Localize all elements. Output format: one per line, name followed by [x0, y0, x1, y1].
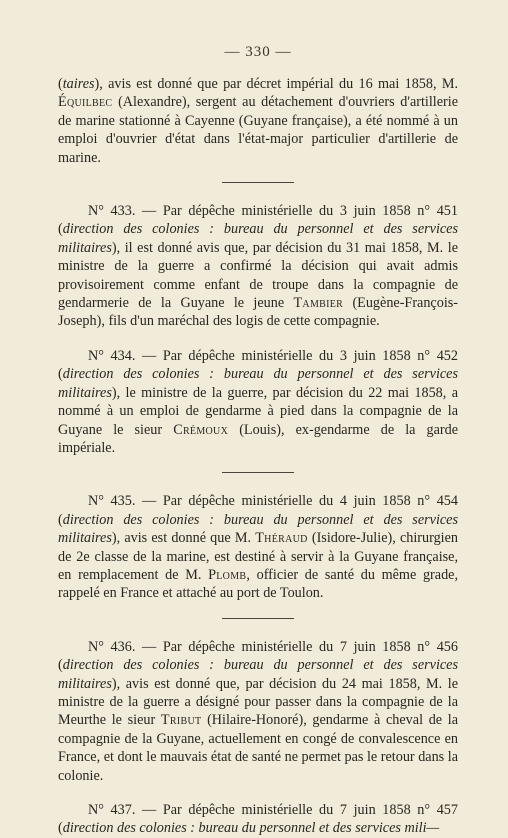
- person-name: Crémoux: [173, 421, 229, 438]
- body-text: (Louis), ex-gendarme de la garde impériale.: [58, 421, 459, 456]
- entry-text: N° 435. — Par dépêche ministérielle du 4 juin 1858 n° 454 (direction des colonies : bureau du personnel et des services militaires), avis est donné que M. Théraud (Isidore-Julie), chirurgien de 2e classe de la marine, est destiné à servir à la Guyane française, en remplacement de M. Plomb, officier de santé du même grade, rappelé en France et attaché au port de Toulon.: [58, 493, 459, 602]
- entry-437: [58, 801, 458, 838]
- person-prefix: M.: [441, 76, 459, 92]
- person-name: Équilbec: [58, 94, 113, 111]
- body-text: (Isidore-Julie), chirurgien de 2e classe de la marine, est destiné à servir à la Guyane française, en remplacement de M.: [58, 530, 458, 583]
- separator-rule: [222, 472, 294, 473]
- body-text: (Hilaire-Honoré), gendarme à cheval de la compagnie de la Guyane, actuellement en congé de convalescence en France, et dont le mauvais état de santé ne permet pas le retour dans la colonie.: [58, 712, 459, 784]
- direction-text: direction des colonies : bureau du personnel et des services mili—: [62, 820, 440, 837]
- entry-435: [58, 492, 458, 602]
- body-text: ), il est donné avis que, par décision du 31 mai 1858, M. le ministre de la guerre a confirmé la décision qui avait admis provisoirement comme enfant de troupe dans la compagnie de gendarmerie de la Guyane le jeune: [58, 239, 458, 312]
- entry-436: [58, 638, 458, 785]
- body-text: ), avis est donné que M.: [111, 530, 252, 547]
- person-name: Tribut: [160, 712, 202, 729]
- entry-text: N° 436. — Par dépêche ministérielle du 7 juin 1858 n° 456 (direction des colonies : bureau du personnel et des services militaires), avis est donné que, par décision du 24 mai 1858, M. le ministre de la guerre a désigné pour passer dans la compagnie de la Meurthe le sieur Tribut (Hilaire-Honoré), gendarme à cheval de la compagnie de la Guyane, actuellement en congé de convalescence en France, et dont le mauvais état de santé ne permet pas le retour dans la colonie.: [58, 638, 459, 784]
- body-text: ), le ministre de la guerre, par décision du 22 mai 1858, a nommé à un emploi de gendarme à pied dans la compagnie de la Guyane le sieur: [58, 384, 458, 438]
- body-text: (Eugène-François-Joseph), fils d'un maréchal des logis de cette compagnie.: [58, 295, 459, 330]
- direction-text: direction des colonies : bureau du personnel et des services militaires: [58, 366, 458, 401]
- direction-text: direction des colonies : bureau du personnel et des services militaires: [58, 657, 458, 692]
- entry-heading: N° 435. — Par dépêche ministérielle du 4 juin 1858 n° 454: [88, 493, 458, 510]
- person-name: Théraud: [255, 530, 308, 547]
- body-text: ), avis est donné que par décret impérial du 16 mai 1858,: [94, 76, 437, 92]
- italic-text: taires: [62, 76, 95, 92]
- direction-text: direction des colonies : bureau du personnel et des services militaires: [58, 221, 458, 256]
- entry-433: [58, 202, 458, 331]
- separator-rule: [222, 182, 294, 183]
- entry-text: (taires), avis est donné que par décret impérial du 16 mai 1858, M. Équilbec (Alexandre), sergent au détachement d'ouvriers d'artillerie de marine stationné à Cayenne (Guyane française), a été nommé à un emploi d'ouvrier d'état dans l'état-major particulier d'artillerie de marine.: [58, 76, 459, 166]
- separator-rule: [222, 618, 294, 619]
- entry-text: N° 437. — Par dépêche ministérielle du 7 juin 1858 n° 457 (direction des colonies : bureau du personnel et des services mili—: [58, 802, 458, 837]
- direction-text: direction des colonies : bureau du personnel et des services militaires: [58, 511, 458, 547]
- body-text: ), avis est donné que, par décision du 24 mai 1858, M. le ministre de la guerre a désigné pour passer dans la compagnie de la Meurthe le sieur: [58, 675, 458, 729]
- entry-heading: N° 433. — Par dépêche ministérielle du 3 juin 1858 n° 451: [88, 203, 458, 220]
- entry-heading: N° 434. — Par dépêche ministérielle du 3 juin 1858 n° 452: [88, 347, 458, 364]
- entry-434: [58, 347, 458, 457]
- body-text: (Alexandre), sergent au détachement d'ouvriers d'artillerie de marine stationné à Cayenne (Guyane française), a été nommé à un emploi d'ouvrier d'état dans l'état-major particulier d'artillerie de marine.: [58, 94, 459, 166]
- entry-heading: N° 436. — Par dépêche ministérielle du 7 juin 1858 n° 456: [88, 638, 458, 655]
- entry-heading: N° 437. — Par dépêche ministérielle du 7 juin 1858 n° 457: [88, 802, 458, 818]
- page-number: — 330 —: [224, 44, 292, 60]
- body-text: , officier de santé du même grade, rappelé en France et attaché au port de Toulon.: [58, 566, 459, 602]
- entry-text: N° 433. — Par dépêche ministérielle du 3 juin 1858 n° 451 (direction des colonies : bureau du personnel et des services militaires), il est donné avis que, par décision du 31 mai 1858, M. le ministre de la guerre a confirmé la décision qui avait admis provisoirement comme enfant de troupe dans la compagnie de gendarmerie de la Guyane le jeune Tambier (Eugène-François-Joseph), fils d'un maréchal des logis de cette compagnie.: [58, 203, 459, 330]
- person-name: Plomb: [208, 566, 247, 583]
- entry-text: N° 434. — Par dépêche ministérielle du 3 juin 1858 n° 452 (direction des colonies : bureau du personnel et des services militaires), le ministre de la guerre, par décision du 22 mai 1858, a nommé à un emploi de gendarme à pied dans la compagnie de la Guyane le sieur Crémoux (Louis), ex-gendarme de la garde impériale.: [58, 347, 459, 456]
- entry-continuation: [58, 75, 458, 167]
- person-name: Tambier: [293, 295, 344, 312]
